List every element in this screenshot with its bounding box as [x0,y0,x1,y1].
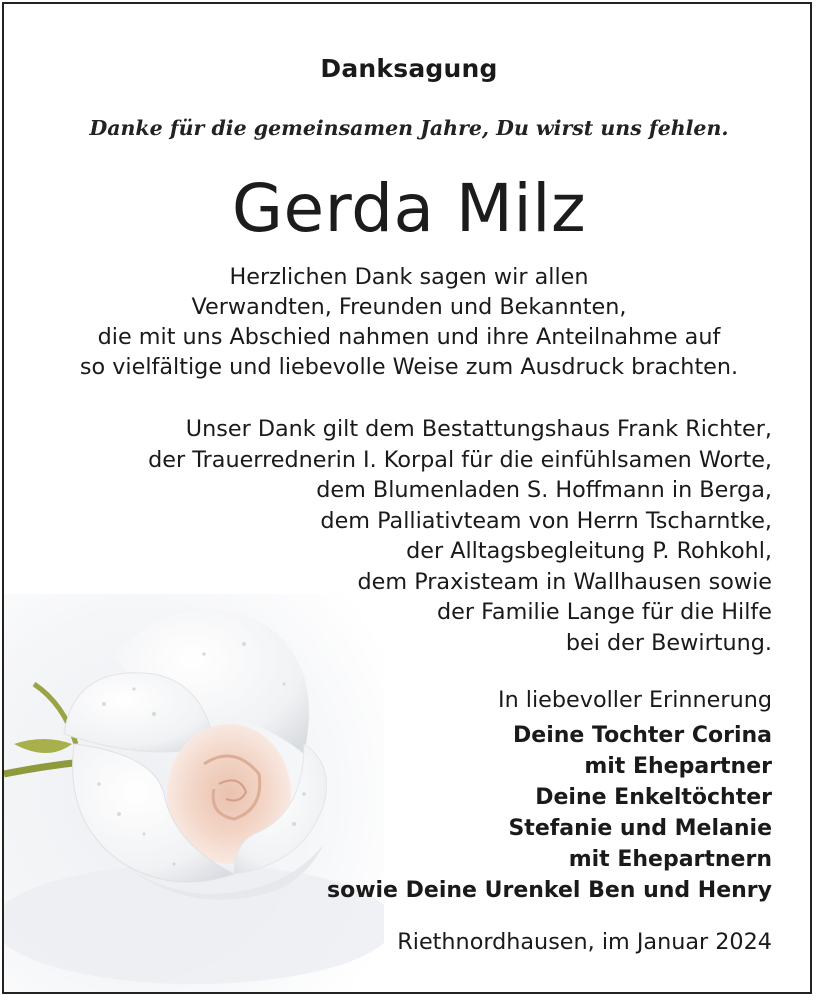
place-date: Riethnordhausen, im Januar 2024 [397,929,772,955]
memory-line: In liebevoller Erinnerung [498,687,772,713]
signer-line: mit Ehepartnern [568,847,772,872]
signer-line: mit Ehepartner [584,754,772,779]
credit-line: der Alltagsbegleitung P. Rohkohl, [406,538,772,564]
signer-line: Deine Tochter Corina [513,723,772,748]
obituary-frame [2,2,812,994]
motto: Danke für die gemeinsamen Jahre, Du wirst uns fehlen. [89,116,729,140]
credit-line: dem Palliativteam von Herrn Tscharntke, [320,507,772,534]
credit-line: der Trauerrednerin I. Korpal für die einfühlsamen Worte, [148,446,772,473]
thanks-line: Herzlichen Dank sagen wir allen [229,264,589,290]
thanks-line: so vielfältige und liebevolle Weise zum Ausdruck brachten. [79,354,739,380]
signer-line: Deine Enkeltöchter [535,785,772,810]
thanks-line: die mit uns Abschied nahmen und ihre Anteilnahme auf [97,324,721,350]
signer-line: sowie Deine Urenkel Ben und Henry [326,878,772,903]
credit-line: der Familie Lange für die Hilfe [437,599,772,625]
signers-list [327,720,772,906]
credit-line: dem Blumenladen S. Hoffmann in Berga, [316,477,772,503]
heading: Danksagung [320,54,498,83]
credit-line: Unser Dank gilt dem Bestattungshaus Frank Richter, [185,416,772,442]
signer-line: Stefanie und Melanie [508,816,772,841]
credit-line: dem Praxisteam in Wallhausen sowie [357,568,772,595]
credit-line: bei der Bewirtung. [565,629,772,656]
thanks-paragraph [4,262,812,382]
deceased-name: Gerda Milz [231,170,587,247]
credits-paragraph [148,414,772,658]
thanks-line: Verwandten, Freunden und Bekannten, [191,294,627,320]
